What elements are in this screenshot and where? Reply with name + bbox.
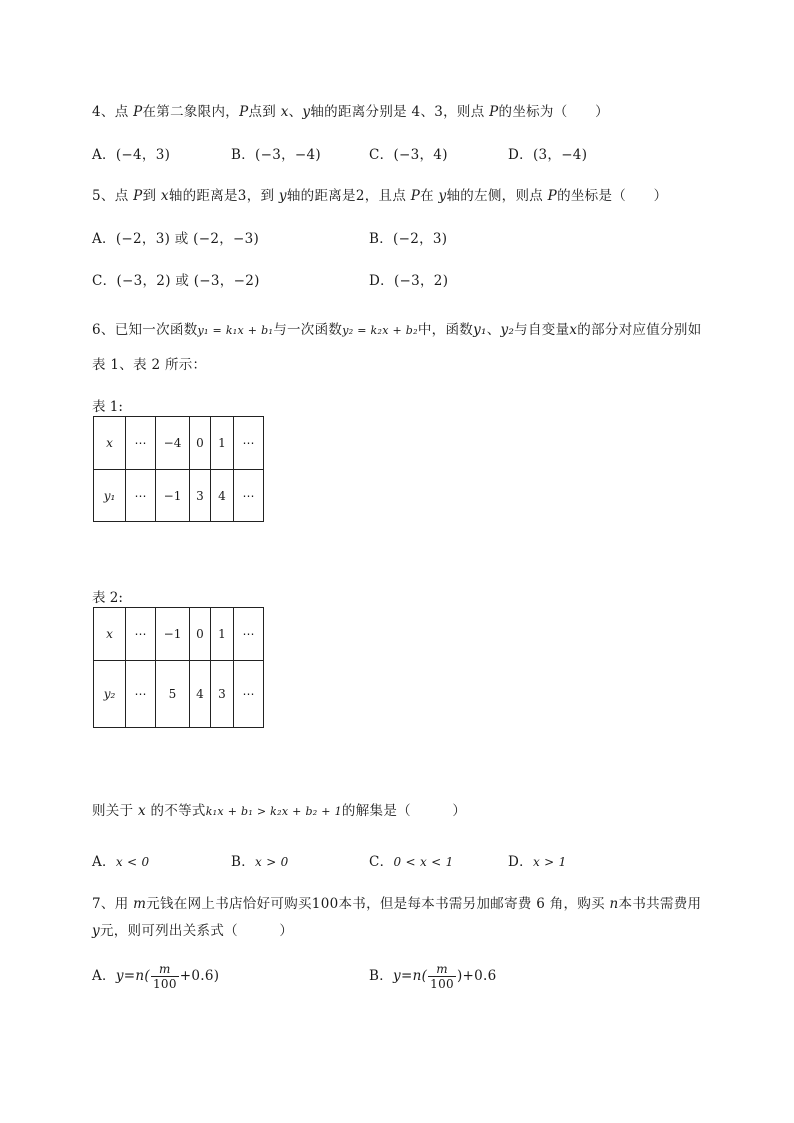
q6-option-d: D．x > 1 xyxy=(508,854,567,870)
table-cell: −1 xyxy=(156,608,190,661)
q7-option-b: B．y=n( $\frac{m}{100}$ )+0.6 xyxy=(369,962,497,991)
q4-option-a: A．(−4，3) xyxy=(92,147,171,163)
q6-stem-line1: 6、已知一次函数y₁ = k₁x + b₁与一次函数y₂ = k₂x + b₂中，函数y₁、y₂与自变量x的部分对应值分别如 xyxy=(92,322,702,338)
table-cell: 4 xyxy=(190,661,211,728)
table-cell: ⋯ xyxy=(234,608,264,661)
table-cell: ⋯ xyxy=(234,417,264,470)
table1-row-label-x: x xyxy=(94,417,126,470)
q7-stem-line1: 7、用 m元钱在网上书店恰好可购买100本书，但是每本书需另加邮寄费 6 角，购买 n本书共需费用 xyxy=(92,896,702,912)
table1-label: 表 1: xyxy=(92,399,123,415)
table-cell: ⋯ xyxy=(234,470,264,522)
table-cell: 3 xyxy=(190,470,211,522)
table-cell: 3 xyxy=(211,661,234,728)
q6-stem-line2: 表 1、表 2 所示： xyxy=(92,357,207,373)
table2-label: 表 2: xyxy=(92,590,123,606)
q6-question: 则关于 x 的不等式k₁x + b₁ > k₂x + b₂ + 1的解集是（ ） xyxy=(92,803,467,819)
q4-option-c: C．(−3，4) xyxy=(369,147,448,163)
q7-stem-line2: y元，则可列出关系式（ ） xyxy=(92,923,294,939)
table-cell: 1 xyxy=(211,417,234,470)
q5-stem: 5、点 P到 x轴的距离是3，到 y轴的距离是2，且点 P在 y轴的左侧，则点 P的坐标是（ ） xyxy=(92,188,668,204)
table-cell: −1 xyxy=(156,470,190,522)
table-cell: 4 xyxy=(211,470,234,522)
table-cell: ⋯ xyxy=(234,661,264,728)
q4-option-b: B．(−3，−4) xyxy=(231,147,321,163)
table-cell: 0 xyxy=(190,417,211,470)
q7-option-a: A．y=n( $\frac{m}{100}$ +0.6) xyxy=(92,962,220,991)
q6-option-b: B．x > 0 xyxy=(231,854,289,870)
table2-row-label-y2: y₂ xyxy=(94,661,126,728)
table-cell: −4 xyxy=(156,417,190,470)
table-cell: ⋯ xyxy=(126,470,156,522)
q5-option-d: D．(−3，2) xyxy=(369,273,449,289)
q6-option-a: A．x < 0 xyxy=(92,854,150,870)
table-cell: 0 xyxy=(190,608,211,661)
table2-row-label-x: x xyxy=(94,608,126,661)
table-cell: ⋯ xyxy=(126,608,156,661)
q4-option-d: D．(3，−4) xyxy=(508,147,588,163)
q5-option-c: C．(−3，2) 或 (−3，−2) xyxy=(92,273,260,289)
table1-row-label-y1: y₁ xyxy=(94,470,126,522)
table-cell: 1 xyxy=(211,608,234,661)
table2 xyxy=(93,607,264,728)
fraction: $\frac{m}{100}$ xyxy=(152,962,177,991)
table-cell: ⋯ xyxy=(126,661,156,728)
table1 xyxy=(93,416,264,522)
fraction: $\frac{m}{100}$ xyxy=(430,962,454,991)
q5-option-a: A．(−2，3) 或 (−2，−3) xyxy=(92,231,260,247)
q6-option-c: C．0 < x < 1 xyxy=(369,854,454,870)
q4-stem: 4、点 P在第二象限内，P点到 x、y轴的距离分别是 4、3，则点 P的坐标为（ ） xyxy=(92,104,609,120)
q5-option-b: B．(−2，3) xyxy=(369,231,448,247)
table-cell: ⋯ xyxy=(126,417,156,470)
table-cell: 5 xyxy=(156,661,190,728)
